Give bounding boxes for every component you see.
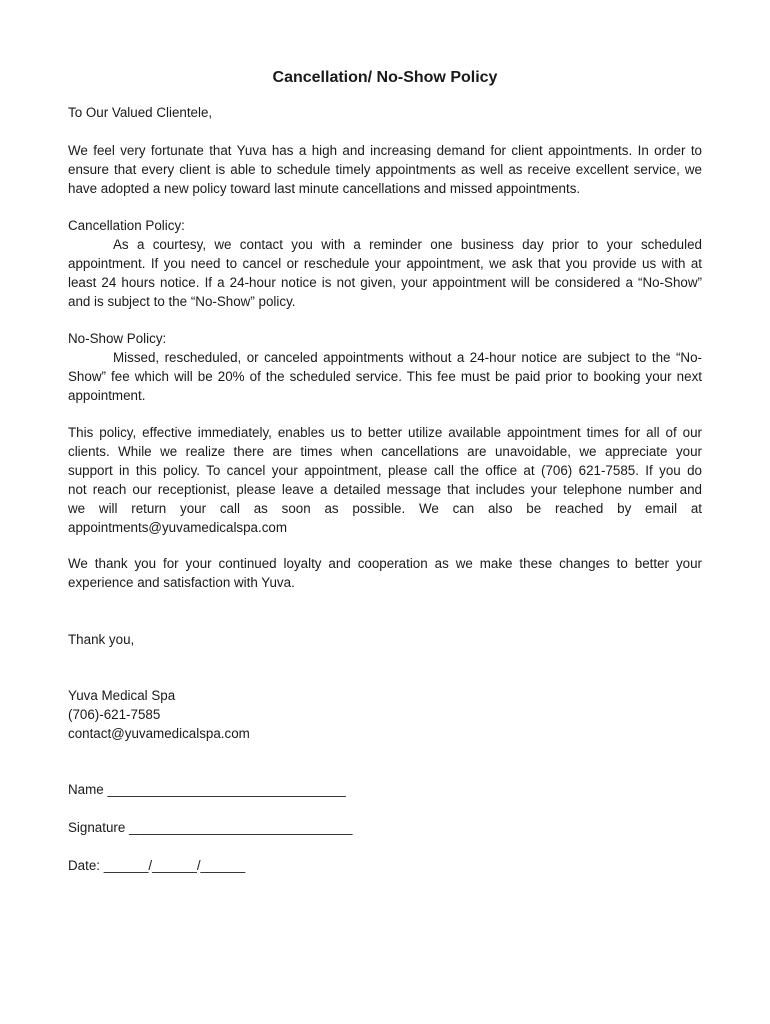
cancellation-policy-section (68, 217, 702, 312)
contact-block (68, 687, 702, 744)
no-show-policy-heading: No-Show Policy: (68, 331, 167, 346)
name-field[interactable]: Name ________________________________ (68, 782, 346, 797)
no-show-policy-section (68, 330, 702, 406)
intro-line: ensure that every client is able to schedule timely appointments as well as receive excellent service, we (68, 161, 702, 177)
contact-email: contact@yuvamedicalspa.com (68, 725, 250, 741)
policy-line: we will return your call as soon as possible. We can also be reached by email at (68, 500, 702, 516)
intro-line: have adopted a new policy toward last minute cancellations and missed appointments. (68, 180, 581, 196)
policy-line: support in this policy. To cancel your appointment, please call the office at (706) 621-7585. If you do (68, 462, 702, 478)
policy-line: clients. While we realize there are times when cancellations are unavoidable, we appreciate your (68, 443, 702, 459)
no-show-line: Show” fee which will be 20% of the scheduled service. This fee must be paid prior to booking your next (68, 368, 702, 384)
no-show-line: appointment. (68, 387, 146, 403)
cancellation-line: and is subject to the “No-Show” policy. (68, 293, 296, 309)
policy-line: not reach our receptionist, please leave a detailed message that includes your telephone number and (68, 481, 702, 497)
page-title: Cancellation/ No-Show Policy (272, 69, 498, 86)
intro-line: We feel very fortunate that Yuva has a high and increasing demand for client appointments. In order to (68, 143, 702, 158)
contact-phone: (706)-621-7585 (68, 706, 161, 722)
cancellation-line: least 24 hours notice. If a 24-hour notice is not given, your appointment will be considered a “No-Show” (68, 274, 702, 290)
intro-paragraph (68, 142, 702, 199)
contact-name: Yuva Medical Spa (68, 688, 176, 703)
policy-line: This policy, effective immediately, enables us to better utilize available appointment times for all of our (68, 425, 702, 440)
cancellation-policy-heading: Cancellation Policy: (68, 218, 185, 233)
no-show-line: Missed, rescheduled, or canceled appointments without a 24-hour notice are subject to the “No- (113, 349, 702, 365)
greeting: To Our Valued Clientele, (68, 105, 213, 120)
signature-field[interactable]: Signature ______________________________ (68, 820, 353, 835)
closing-line: We thank you for your continued loyalty and cooperation as we make these changes to better your (68, 556, 702, 571)
closing-line: experience and satisfaction with Yuva. (68, 574, 295, 590)
cancellation-line: As a courtesy, we contact you with a reminder one business day prior to your scheduled (113, 236, 702, 252)
cancellation-line: appointment. If you need to cancel or reschedule your appointment, we ask that you provide us with at (68, 255, 702, 271)
policy-paragraph (68, 424, 702, 537)
closing-paragraph (68, 555, 702, 593)
sign-off: Thank you, (68, 632, 135, 647)
policy-email-line: appointments@yuvamedicalspa.com (68, 519, 288, 535)
date-field[interactable]: Date: ______/______/______ (68, 858, 246, 873)
